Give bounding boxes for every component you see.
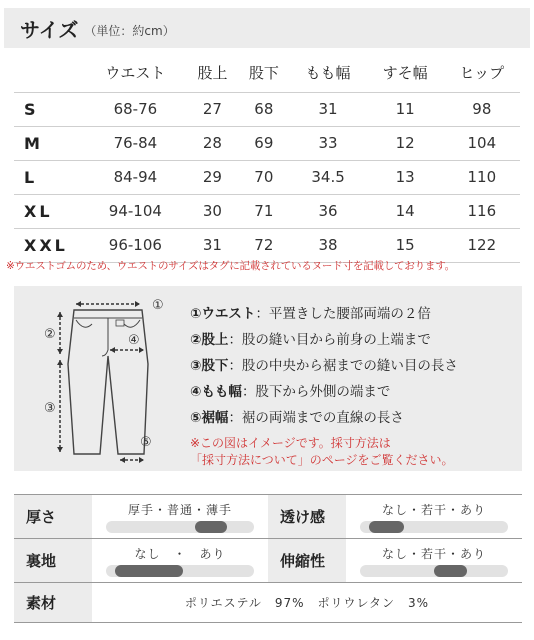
diagram-note: ※この図はイメージです。採寸方法は 「採寸方法について」のページをご覧ください。 (190, 436, 454, 467)
cell-value: 68-76 (84, 92, 187, 126)
cell-value: 72 (238, 228, 289, 262)
transparency-scale-text: なし・若干・あり (381, 503, 486, 517)
material-value: ポリエステル 97% ポリウレタン 3% (184, 596, 430, 610)
cell-value: 76-84 (84, 126, 187, 160)
cell-value: 104 (444, 126, 520, 160)
corner-cell (14, 54, 84, 92)
marker-3: ③ (44, 401, 56, 416)
size-unit: （単位：約cm） (84, 23, 175, 38)
cell-value: 31 (187, 228, 238, 262)
legend-item-inseam: ③股下：股の中央から裾までの縫い目の長さ (190, 358, 458, 374)
cell-value: 28 (187, 126, 238, 160)
cell-value: 36 (290, 194, 367, 228)
cell-value: 33 (290, 126, 367, 160)
col-header-waist: ウエスト (105, 64, 166, 83)
cell-value: 14 (367, 194, 444, 228)
size-title: サイズ (20, 17, 79, 42)
marker-1: ① (152, 298, 164, 313)
thickness-scale-fill (195, 521, 228, 533)
stretch-scale-fill (434, 565, 467, 577)
attr-row (14, 583, 522, 623)
pants-illustration (44, 294, 184, 464)
stretch-label: 伸縮性 (268, 539, 346, 582)
cell-value: 12 (367, 126, 444, 160)
attributes-table (14, 494, 522, 623)
table-row (14, 92, 520, 126)
table-row (14, 194, 520, 228)
row-size-label: L (14, 160, 84, 194)
cell-value: 31 (290, 92, 367, 126)
lining-scale-text: なし ・ あり (134, 547, 226, 561)
cell-value: 116 (444, 194, 520, 228)
cell-value: 71 (238, 194, 289, 228)
cell-value: 13 (367, 160, 444, 194)
table-row (14, 160, 520, 194)
cell-value: 94-104 (84, 194, 187, 228)
cell-value: 34.5 (290, 160, 367, 194)
thickness-scale-bar (106, 521, 254, 533)
legend-item-rise: ②股上：股の縫い目から前身の上端まで (190, 332, 431, 348)
transparency-label: 透け感 (268, 495, 346, 538)
table-row (14, 126, 520, 160)
stretch-scale-bar (360, 565, 508, 577)
cell-value: 98 (444, 92, 520, 126)
cell-value: 84-94 (84, 160, 187, 194)
row-size-label: XXL (14, 228, 84, 262)
thickness-label: 厚さ (14, 495, 92, 538)
lining-scale-fill (115, 565, 183, 577)
cell-value: 27 (187, 92, 238, 126)
col-header-thigh: もも幅 (305, 64, 351, 83)
row-size-label: M (14, 126, 84, 160)
cell-value: 96-106 (84, 228, 187, 262)
cell-value: 68 (238, 92, 289, 126)
marker-5: ⑤ (140, 435, 152, 450)
size-table (14, 54, 520, 263)
transparency-scale-fill (369, 521, 405, 533)
waist-note: ※ウエストゴムのため、ウエストのサイズはタグに記載されているヌード寸を記載しております。 (6, 260, 455, 272)
marker-4: ④ (128, 333, 140, 348)
col-header-rise: 股上 (197, 64, 228, 83)
legend-item-waist: ①ウエスト：平置きした腰部両端の２倍 (190, 306, 431, 322)
cell-value: 70 (238, 160, 289, 194)
table-row (14, 228, 520, 262)
transparency-scale-bar (360, 521, 508, 533)
lining-scale-bar (106, 565, 254, 577)
cell-value: 38 (290, 228, 367, 262)
legend-item-hem: ⑤裾幅：裾の両端までの直線の長さ (190, 410, 404, 426)
lining-label: 裏地 (14, 539, 92, 582)
material-label: 素材 (14, 583, 92, 622)
row-size-label: XL (14, 194, 84, 228)
col-header-hip: ヒップ (459, 64, 505, 83)
cell-value: 110 (444, 160, 520, 194)
thickness-scale-text: 厚手・普通・薄手 (127, 503, 232, 517)
measurement-legend (190, 301, 458, 469)
cell-value: 30 (187, 194, 238, 228)
size-table-header (14, 54, 520, 92)
cell-value: 15 (367, 228, 444, 262)
transparency-scale (346, 495, 522, 538)
stretch-scale (346, 539, 522, 582)
attr-row (14, 495, 522, 539)
lining-scale (92, 539, 268, 582)
size-section-header (4, 8, 530, 48)
cell-value: 29 (187, 160, 238, 194)
row-size-label: S (14, 92, 84, 126)
measurement-diagram (14, 286, 522, 471)
stretch-scale-text: なし・若干・あり (381, 547, 486, 561)
cell-value: 69 (238, 126, 289, 160)
thickness-scale (92, 495, 268, 538)
col-header-inseam: 股下 (248, 64, 279, 83)
marker-2: ② (44, 327, 56, 342)
legend-item-thigh: ④もも幅：股下から外側の端まで (190, 384, 391, 400)
col-header-hem: すそ幅 (382, 64, 428, 83)
cell-value: 122 (444, 228, 520, 262)
attr-row (14, 539, 522, 583)
cell-value: 11 (367, 92, 444, 126)
